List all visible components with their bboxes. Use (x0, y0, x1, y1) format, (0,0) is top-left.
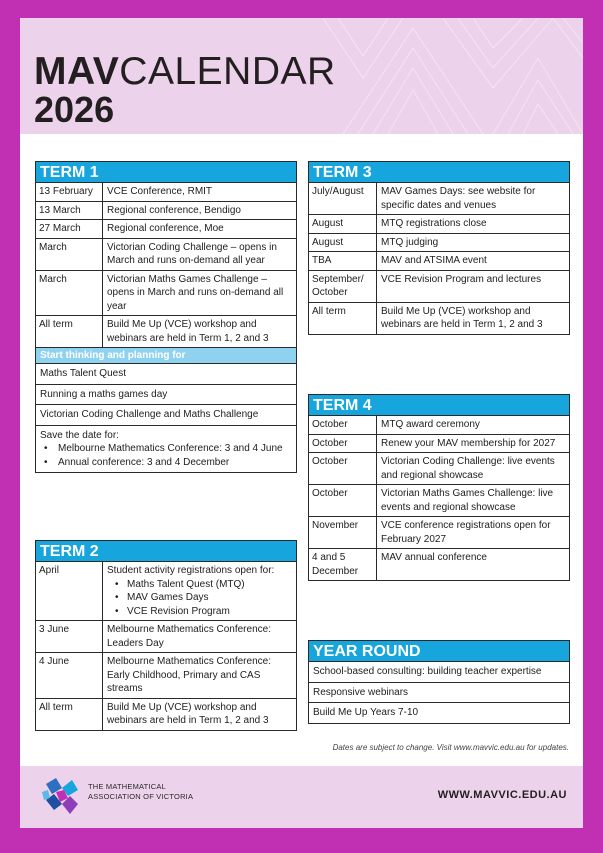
header-banner (20, 18, 583, 134)
table-row (308, 416, 570, 435)
date-cell: 13 February (36, 183, 103, 201)
event-cell: VCE Conference, RMIT (107, 186, 213, 197)
date-cell: All term (36, 699, 103, 730)
table-row (308, 485, 570, 517)
date-cell: March (36, 239, 103, 270)
planning-item: Victorian Coding Challenge and Maths Challenge (35, 405, 297, 426)
year-round-item: School-based consulting: building teacher expertise (308, 662, 570, 683)
save-date-item: • Melbourne Mathematics Conference: 3 and 4 June (40, 442, 292, 456)
title-year: 2026 (34, 89, 115, 130)
date-cell: March (36, 271, 103, 316)
table-row (308, 517, 570, 549)
event-cell: VCE Revision Program and lectures (381, 273, 542, 285)
date-cell: All term (309, 303, 377, 334)
planning-heading: Start thinking and planning for (35, 348, 297, 364)
activity-item: • MAV Games Days (113, 591, 292, 605)
event-cell: MTQ award ceremony (381, 419, 480, 430)
year-round-item: Build Me Up Years 7-10 (308, 703, 570, 724)
table-row (308, 435, 570, 454)
term3-section (308, 161, 570, 335)
title-calendar: CALENDAR (119, 50, 336, 93)
event-cell: Build Me Up (VCE) workshop and webinars are held in Term 1, 2 and 3 (107, 701, 269, 726)
table-row (308, 252, 570, 271)
table-row (308, 549, 570, 581)
table-row (35, 562, 297, 621)
event-cell: MAV Games Days: see website for specific dates and venues (381, 186, 536, 211)
activity-item: • Maths Talent Quest (MTQ) (113, 578, 292, 592)
save-the-date (35, 426, 297, 474)
date-cell: April (36, 562, 103, 620)
save-date-label: Save the date for: (40, 429, 119, 441)
event-cell: MAV and ATSIMA event (381, 255, 487, 266)
date-cell: October (309, 435, 377, 453)
decorative-pattern (323, 18, 583, 134)
date-cell: TBA (309, 252, 377, 270)
table-row (308, 183, 570, 215)
event-cell: Build Me Up (VCE) workshop and webinars are held in Term 1, 2 and 3 (107, 319, 269, 344)
table-row (308, 234, 570, 253)
date-cell: 3 June (36, 621, 103, 652)
year-round-item: Responsive webinars (308, 683, 570, 704)
year-round-section (308, 640, 570, 724)
date-cell: 4 and 5 December (309, 549, 377, 580)
table-row (308, 271, 570, 303)
date-cell: All term (36, 316, 103, 347)
event-cell: MTQ registrations close (381, 218, 487, 229)
table-row (308, 215, 570, 234)
table-row (35, 271, 297, 317)
date-cell: 4 June (36, 653, 103, 698)
term3-heading: TERM 3 (308, 161, 570, 183)
organisation-name: THE MATHEMATICAL ASSOCIATION OF VICTORIA (88, 782, 194, 801)
term2-section (35, 540, 297, 731)
date-cell: 13 March (36, 202, 103, 220)
mav-logo-icon (40, 774, 84, 818)
event-cell: Renew your MAV membership for 2027 (381, 437, 556, 449)
event-cell: Victorian Maths Games Challenge: live events and regional showcase (381, 488, 554, 513)
date-cell: August (309, 215, 377, 233)
table-row (35, 220, 297, 239)
table-row (308, 303, 570, 335)
event-cell: VCE conference registrations open for February 2027 (381, 520, 551, 545)
term4-heading: TERM 4 (308, 394, 570, 416)
footer (20, 766, 583, 828)
page-title (34, 52, 336, 91)
table-row (35, 316, 297, 348)
table-row (35, 239, 297, 271)
date-cell: October (309, 416, 377, 434)
table-row (35, 621, 297, 653)
save-date-item: • Annual conference: 3 and 4 December (40, 456, 292, 470)
term1-section (35, 161, 297, 473)
table-row (35, 202, 297, 221)
term4-section (308, 394, 570, 581)
date-cell: October (309, 453, 377, 484)
calendar-page (20, 18, 583, 828)
event-cell: Build Me Up (VCE) workshop and webinars are held in Term 1, 2 and 3 (381, 305, 543, 330)
event-cell: Student activity registrations open for: (107, 565, 275, 576)
disclaimer-note: Dates are subject to change. Visit www.mavvic.edu.au for updates. (332, 743, 569, 752)
event-cell: MAV annual conference (381, 552, 487, 563)
planning-item: Running a maths games day (35, 385, 297, 406)
event-cell: Victorian Coding Challenge: live events and regional showcase (381, 456, 555, 481)
event-cell: MTQ judging (381, 236, 439, 248)
table-row (308, 453, 570, 485)
activity-item: • VCE Revision Program (113, 605, 292, 619)
planning-item: Maths Talent Quest (35, 364, 297, 385)
title-mav: MAV (34, 50, 120, 93)
year-round-heading: YEAR ROUND (308, 640, 570, 662)
date-cell: August (309, 234, 377, 252)
event-cell: Victorian Maths Games Challenge – opens in March and runs on-demand all year (107, 273, 284, 312)
event-cell: Regional conference, Moe (107, 223, 224, 234)
event-cell: Melbourne Mathematics Conference: Leaders Day (107, 624, 271, 649)
table-row (35, 653, 297, 699)
event-cell: Regional conference, Bendigo (107, 204, 241, 216)
website-link[interactable]: WWW.MAVVIC.EDU.AU (437, 789, 567, 801)
term2-heading: TERM 2 (35, 540, 297, 562)
date-cell: October (309, 485, 377, 516)
table-row (35, 699, 297, 731)
term1-heading: TERM 1 (35, 161, 297, 183)
date-cell: September/ October (309, 271, 377, 302)
event-cell: Victorian Coding Challenge – opens in March and runs on-demand all year (107, 241, 277, 266)
date-cell: November (309, 517, 377, 548)
date-cell: 27 March (36, 220, 103, 238)
event-cell: Melbourne Mathematics Conference: Early Childhood, Primary and CAS streams (107, 656, 271, 694)
date-cell: July/August (309, 183, 377, 214)
table-row (35, 183, 297, 202)
